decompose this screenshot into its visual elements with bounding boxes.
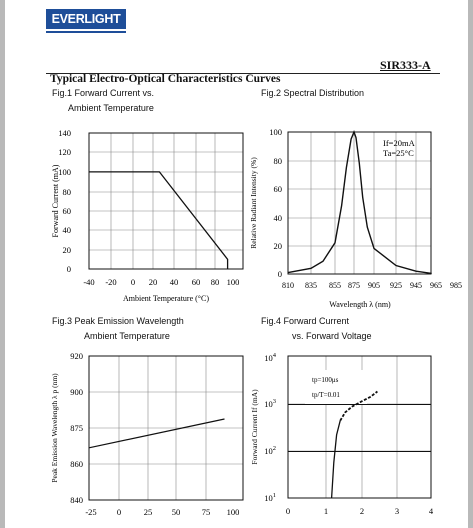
fig2-annotation-if: If=20mA — [383, 138, 415, 148]
fig2-xtick-label: 835 — [305, 281, 317, 290]
fig1-caption-line1: Fig.1 Forward Current vs. — [52, 88, 155, 98]
fig3-xtick-label: 75 — [201, 507, 211, 517]
fig2-xtick-label: 905 — [368, 281, 380, 290]
fig1-xtick-label: -40 — [83, 277, 95, 287]
fig4-xtick-label: 0 — [285, 506, 291, 516]
fig2-ytick-label: 40 — [273, 213, 282, 223]
fig4-ytick-label: $10^2$ — [264, 445, 276, 456]
fig2-xtick-label: 985 — [450, 281, 462, 290]
fig2-xtick-label: 810 — [282, 281, 294, 290]
everlight-logo: EVERLIGHT — [46, 9, 126, 29]
fig3-ytick-label: 900 — [70, 387, 83, 397]
fig1-ytick-label: 0 — [66, 264, 71, 274]
fig3-ytick-label: 840 — [70, 495, 83, 505]
fig2-ytick-label: 80 — [273, 156, 282, 166]
fig2-annotation-ta: Ta=25°C — [383, 148, 414, 158]
fig3-ylabel: Peak Emission Wavelength λ p (nm) — [50, 373, 59, 483]
fig4-ytick-label: $10^3$ — [264, 398, 276, 409]
fig4-annotation-duty: tp/T=0.01 — [312, 391, 340, 399]
fig2-xtick-label: 945 — [410, 281, 422, 290]
fig3-xtick-label: -25 — [85, 507, 97, 517]
fig3-caption-line2: Ambient Temperature — [84, 331, 170, 341]
fig1-ytick-label: 140 — [58, 128, 71, 138]
fig2-ylabel: Relative Radiant Intensity (%) — [249, 157, 258, 249]
fig1-ytick-label: 40 — [62, 225, 71, 235]
fig4-xtick-label: 1 — [323, 506, 329, 516]
fig1-ytick-label: 60 — [62, 206, 71, 216]
fig3-xtick-label: 25 — [143, 507, 153, 517]
fig1-xtick-label: 40 — [169, 277, 179, 287]
fig2-xtick-label: 875 — [348, 281, 360, 290]
fig4-caption-line1: Fig.4 Forward Current — [261, 316, 350, 326]
fig4-annotation-tp: tp=100μs — [312, 376, 339, 384]
fig4-xtick-label: 2 — [359, 506, 365, 516]
fig3-ytick-label: 920 — [70, 351, 83, 361]
section-title: Typical Electro-Optical Characteristics Curves — [50, 73, 281, 85]
fig1-caption-line2: Ambient Temperature — [68, 103, 154, 113]
fig3-series-line — [89, 419, 225, 448]
fig1-ylabel: Forward Current (mA) — [51, 164, 60, 238]
fig1-xtick-label: 100 — [226, 277, 240, 287]
fig1-xtick-label: 20 — [148, 277, 158, 287]
fig1-ytick-label: 100 — [58, 167, 71, 177]
fig3-ytick-label: 875 — [70, 423, 83, 433]
fig2-ytick-label: 100 — [269, 127, 282, 137]
fig1-ytick-label: 80 — [62, 187, 71, 197]
fig4-series-line-solid — [332, 421, 341, 498]
fig3-ytick-label: 860 — [70, 459, 83, 469]
fig3-caption-line1: Fig.3 Peak Emission Wavelength — [52, 316, 184, 326]
fig2-xtick-label: 965 — [430, 281, 442, 290]
fig1-series-line — [89, 172, 228, 269]
fig2-xtick-label: 925 — [390, 281, 402, 290]
fig4-xtick-label: 4 — [428, 506, 434, 516]
fig1-xtick-label: -20 — [105, 277, 117, 287]
fig4-ytick-label: $10^1$ — [264, 492, 276, 503]
fig3-xtick-label: 0 — [116, 507, 122, 517]
fig4-ylabel: Forward Current If (mA) — [250, 389, 259, 465]
fig4-ytick-label: $10^4$ — [264, 352, 276, 363]
fig1-xtick-label: 80 — [210, 277, 220, 287]
fig1-xlabel: Ambient Temperature (°C) — [122, 294, 210, 303]
fig2-ytick-label: 0 — [277, 269, 282, 279]
fig3-xtick-label: 100 — [226, 507, 240, 517]
fig1-xtick-label: 60 — [191, 277, 201, 287]
fig1-xtick-label: 0 — [130, 277, 136, 287]
fig2-ytick-label: 60 — [273, 184, 282, 194]
fig3-xtick-label: 50 — [171, 507, 181, 517]
part-number: SIR333-A — [380, 58, 431, 72]
fig1-ytick-label: 20 — [62, 245, 71, 255]
fig1-ytick-label: 120 — [58, 147, 71, 157]
fig4-caption-line2: vs. Forward Voltage — [292, 331, 372, 341]
fig2-ytick-label: 20 — [273, 241, 282, 251]
fig4-xtick-label: 3 — [394, 506, 400, 516]
fig2-xlabel: Wavelength λ (nm) — [329, 300, 391, 309]
fig2-caption-line1: Fig.2 Spectral Distribution — [261, 88, 365, 98]
fig2-xtick-label: 855 — [329, 281, 341, 290]
